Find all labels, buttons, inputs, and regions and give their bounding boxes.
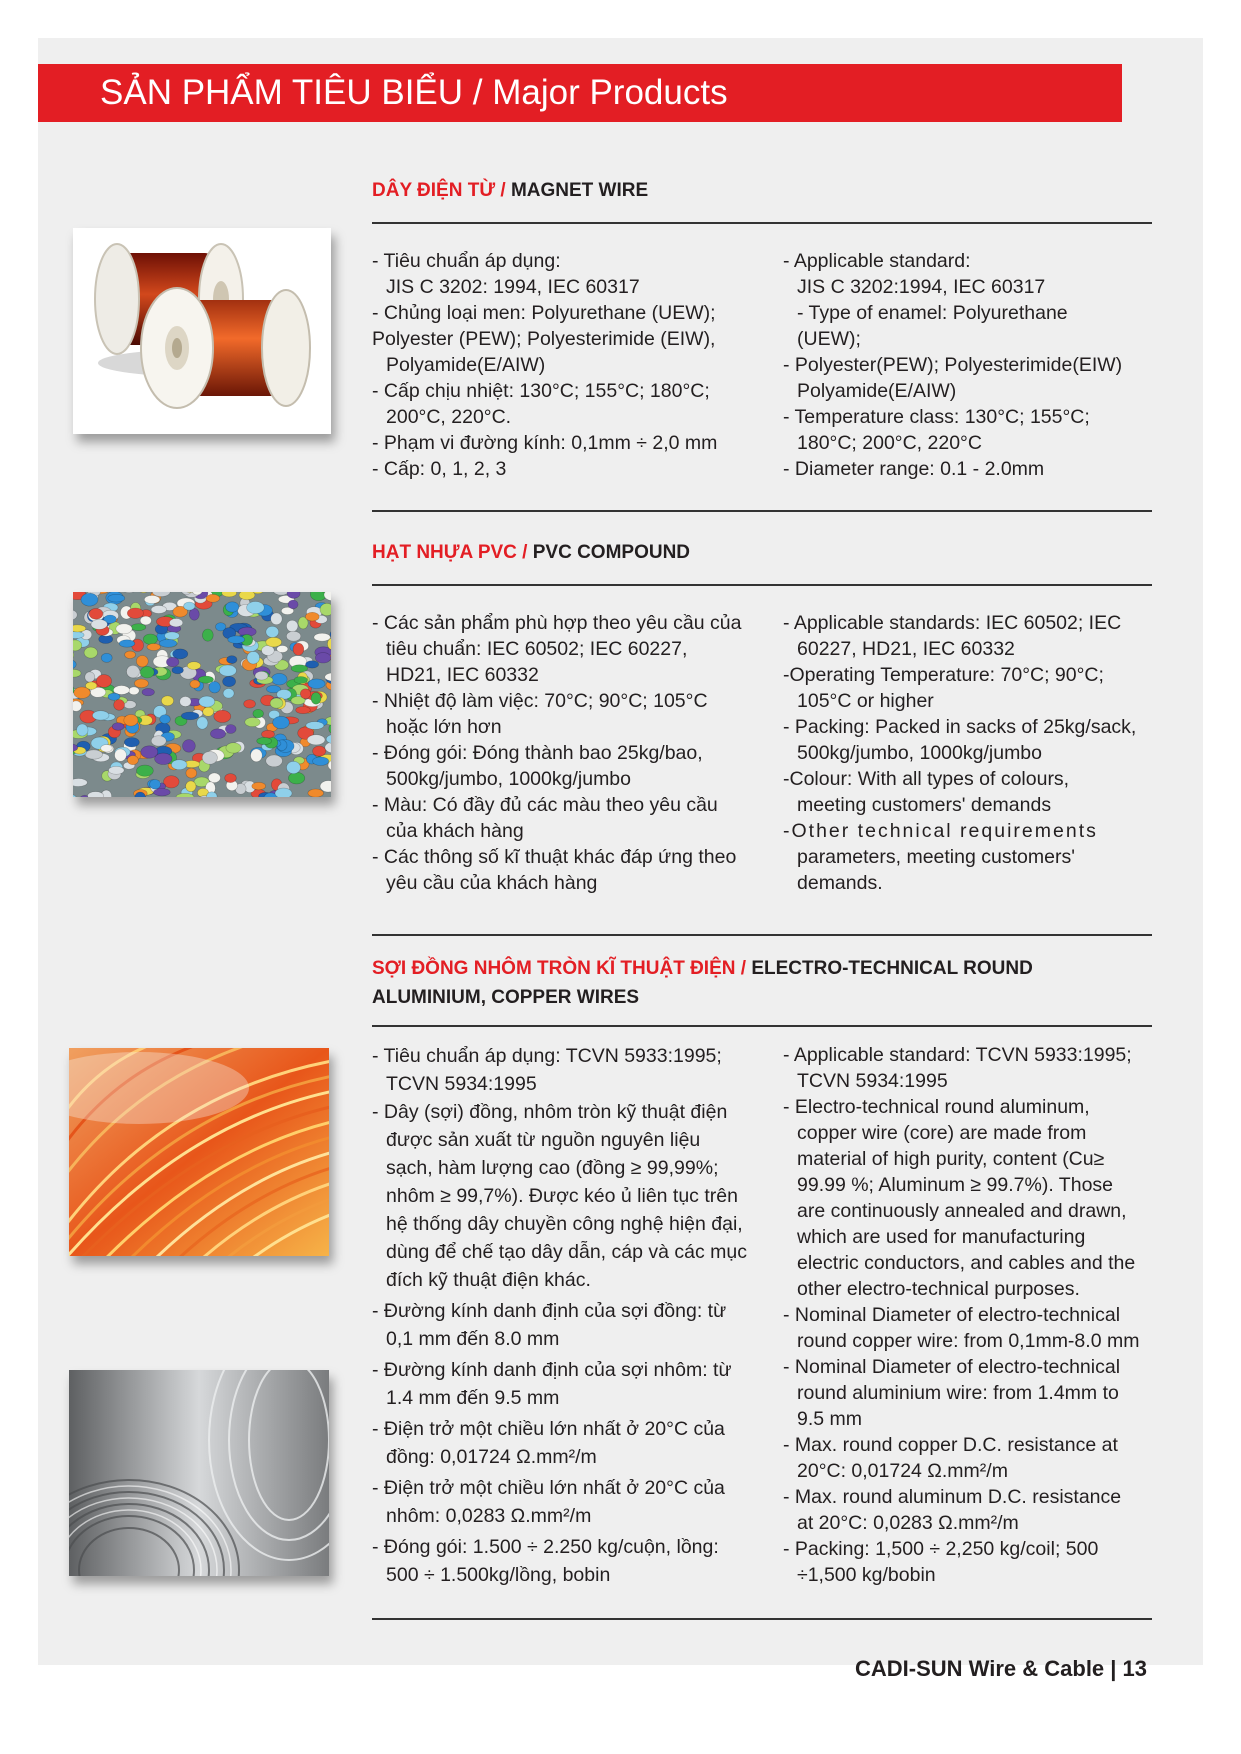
pvc-pellet (315, 653, 331, 663)
pvc-pellet (226, 602, 239, 612)
spec-line: meeting customers' demands (797, 794, 1052, 816)
spec-line: 60227, HD21, IEC 60332 (797, 638, 1015, 660)
pvc-pellet (160, 715, 171, 724)
pvc-pellet (244, 700, 256, 708)
pvc-pellet (172, 667, 183, 674)
magnet-wire-specs-en (783, 248, 1153, 482)
copper-wire-coils-photo (69, 1048, 329, 1256)
spec-line: - Đường kính danh định của sợi đồng: từ (372, 1300, 727, 1322)
pvc-pellet (251, 749, 263, 762)
spec-line: của khách hàng (386, 820, 524, 842)
spec-line: - Max. round aluminum D.C. resistance (783, 1486, 1122, 1508)
pvc-pellet (214, 710, 231, 722)
pvc-pellet (245, 718, 260, 727)
spec-line: - Temperature class: 130°C; 155°C; (783, 406, 1090, 428)
spec-line: round copper wire: from 0,1mm-8.0 mm (797, 1330, 1140, 1352)
pvc-pellet (77, 724, 88, 736)
spec-line: - Tiêu chuẩn áp dụng: TCVN 5933:1995; (372, 1045, 722, 1067)
pvc-pellet (119, 640, 135, 647)
spec-line: material of high purity, content (Cu≥ (797, 1148, 1105, 1170)
spec-line: - Applicable standards: IEC 60502; IEC (783, 612, 1122, 634)
spec-line: - Packing: Packed in sacks of 25kg/sack, (783, 716, 1137, 738)
section-title-pvc-compound (372, 538, 690, 567)
pvc-pellet (247, 651, 260, 664)
pvc-pellet (127, 608, 143, 618)
pvc-pellet (277, 646, 288, 653)
section-divider (372, 1025, 1152, 1027)
spec-line: - Đường kính danh định của sợi nhôm: từ (372, 1359, 732, 1381)
pvc-pellet (129, 687, 140, 695)
pvc-pellet (147, 644, 160, 651)
pvc-pellet (171, 760, 187, 770)
spec-line: 105°C or higher (797, 690, 934, 712)
pvc-pellet (101, 745, 113, 752)
pvc-pellet (73, 625, 86, 632)
pvc-pellet (88, 792, 104, 797)
pvc-pellet (294, 677, 307, 684)
spec-line: hoặc lớn hơn (386, 716, 502, 738)
pvc-pellet (227, 656, 237, 664)
pvc-pellet (131, 624, 146, 631)
pvc-specs-vn (372, 610, 752, 896)
section-divider (372, 584, 1152, 586)
spec-line: 500kg/jumbo, 1000kg/jumbo (386, 768, 631, 790)
pvc-pellet (305, 612, 319, 621)
pvc-pellet (151, 606, 166, 614)
pvc-pellet (92, 711, 109, 720)
spec-line: - Đóng gói: 1.500 ÷ 2.250 kg/cuộn, lồng: (372, 1536, 719, 1558)
section-title-vn: HẠT NHỰA PVC / (372, 542, 533, 563)
spec-line: - Các thông số kĩ thuật khác đáp ứng theo (372, 846, 737, 868)
pvc-pellet (198, 676, 213, 683)
pvc-pellet (108, 693, 120, 700)
pvc-pellet (154, 789, 171, 796)
section-divider (372, 934, 1152, 936)
spec-line: hệ thống dây chuyền công nghệ hiện đại, (386, 1213, 743, 1235)
wires-specs-vn (372, 1042, 755, 1589)
spec-line: - Type of enamel: Polyurethane (797, 302, 1068, 324)
pvc-pellet (202, 629, 213, 641)
pvc-pellet (73, 660, 76, 670)
pvc-pellet (108, 594, 125, 602)
pvc-pellet (275, 788, 292, 797)
pvc-pellet (180, 696, 191, 706)
spec-line: TCVN 5934:1995 (386, 1073, 537, 1095)
pvc-pellet (287, 761, 301, 773)
pvc-pellet (85, 672, 95, 682)
section-title-en-line2: ALUMINIUM, COPPER WIRES (372, 987, 640, 1008)
pvc-pellet (272, 673, 288, 685)
spec-line: - Điện trở một chiều lớn nhất ở 20°C của (372, 1418, 725, 1440)
pvc-pellet (270, 698, 283, 708)
aluminium-wire-coils-photo (69, 1370, 329, 1576)
spec-line: - Nominal Diameter of electro-technical (783, 1304, 1121, 1326)
spec-line: đồng: 0,01724 Ω.mm²/m (386, 1446, 597, 1468)
spec-line: nhôm ≥ 99,7%). Được kéo ủ liên tục trên (386, 1185, 738, 1207)
page-title-banner: SẢN PHẨM TIÊU BIỂU / Major Products (38, 64, 1122, 122)
spec-line: -Other technical requirements (783, 820, 1098, 842)
pvc-pellet (326, 735, 331, 744)
spec-line: 1.4 mm đến 9.5 mm (386, 1387, 560, 1409)
pvc-pellet (74, 687, 90, 698)
pvc-pellet (109, 766, 125, 774)
pvc-pellet (73, 701, 82, 712)
pvc-pellet (223, 676, 236, 686)
pvc-pellet (206, 594, 220, 602)
spec-line: - Diameter range: 0.1 - 2.0mm (783, 458, 1045, 480)
spec-line: electric conductors, and cables and the (797, 1252, 1136, 1274)
section-title-electro-technical-wires (372, 954, 1132, 1012)
spec-line: other electro-technical purposes. (797, 1278, 1080, 1300)
pvc-pellet (313, 757, 329, 766)
section-divider (372, 222, 1152, 224)
spec-line: 500kg/jumbo, 1000kg/jumbo (797, 742, 1042, 764)
pvc-pellets-photo (73, 592, 331, 797)
pvc-pellet (306, 661, 319, 668)
section-title-en: MAGNET WIRE (510, 180, 649, 201)
spec-line: ÷1,500 kg/bobin (797, 1564, 936, 1586)
spec-line: - Polyester(PEW); Polyesterimide(EIW) (783, 354, 1123, 376)
pvc-pellet (151, 736, 166, 746)
spec-line: 180°C; 200°C, 220°C (797, 432, 982, 454)
pvc-pellet (320, 603, 331, 615)
pvc-pellet (143, 634, 157, 644)
pvc-pellet (203, 707, 214, 716)
pvc-pellet (314, 633, 330, 641)
pvc-pellet (183, 740, 196, 753)
pvc-pellet (186, 768, 197, 778)
pvc-pellet (313, 746, 326, 756)
spec-line: - Dây (sợi) đồng, nhôm tròn kỹ thuật điện (372, 1101, 728, 1123)
pvc-pellet (291, 665, 307, 672)
pvc-pellet (81, 593, 98, 606)
spec-line: Polyamide(E/AIW) (386, 354, 546, 376)
pvc-pellet (140, 616, 151, 625)
spec-line: - Màu: Có đầy đủ các màu theo yêu cầu (372, 794, 718, 816)
spec-line: demands. (797, 872, 883, 894)
pvc-pellet (142, 688, 154, 695)
spec-line: - Cấp: 0, 1, 2, 3 (372, 458, 507, 480)
spec-line: -Operating Temperature: 70°C; 90°C; (783, 664, 1104, 686)
spec-line: 200°C, 220°C. (386, 406, 512, 428)
pvc-pellet (287, 620, 298, 632)
pvc-pellet (308, 789, 324, 797)
spec-line: - Applicable standard: (783, 250, 971, 272)
pvc-pellet (140, 666, 154, 678)
section-divider (372, 1618, 1152, 1620)
spec-line: - Đóng gói: Đóng thành bao 25kg/bao, (372, 742, 703, 764)
spec-line: which are used for manufacturing (797, 1226, 1086, 1248)
spec-line: 500 ÷ 1.500kg/lồng, bobin (386, 1564, 611, 1586)
pvc-pellet (307, 735, 325, 745)
section-title-magnet-wire (372, 176, 648, 205)
spec-line: - Nhiệt độ làm việc: 70°C; 90°C; 105°C (372, 690, 708, 712)
pvc-pellet (266, 626, 279, 637)
spec-line: - Packing: 1,500 ÷ 2,250 kg/coil; 500 (783, 1538, 1099, 1560)
pvc-pellet (124, 738, 139, 747)
pvc-pellet (311, 692, 321, 704)
spec-line: Polyamide(E/AIW) (797, 380, 957, 402)
spec-line: - Electro-technical round aluminum, (783, 1096, 1090, 1118)
magnet-wire-spools-photo (73, 228, 331, 434)
pvc-pellet (114, 700, 125, 711)
pvc-pellet (89, 608, 103, 619)
pvc-pellet (150, 780, 161, 790)
spec-line: are continuously annealed and drawn, (797, 1200, 1127, 1222)
pvc-pellet (239, 592, 255, 600)
pvc-pellet (136, 656, 148, 667)
pvc-specs-en (783, 610, 1153, 896)
pvc-pellet (137, 592, 151, 593)
pvc-pellet (266, 637, 282, 647)
pvc-pellet (137, 765, 154, 776)
pvc-pellet (210, 729, 225, 739)
pvc-pellet (197, 717, 208, 729)
pvc-pellet (125, 651, 136, 658)
pvc-pellet (226, 743, 241, 753)
pvc-pellet (296, 707, 311, 714)
pvc-pellet (134, 679, 148, 688)
spec-line: dùng để chế tạo dây dẫn, cáp và các mục (386, 1241, 747, 1263)
spec-line: - Nominal Diameter of electro-technical (783, 1356, 1121, 1378)
pvc-pellet (271, 613, 282, 625)
pvc-pellet (165, 632, 180, 640)
pvc-pellet (161, 696, 173, 706)
pvc-pellet (184, 602, 195, 610)
pvc-pellet (209, 682, 220, 693)
pvc-pellet (101, 653, 112, 662)
pvc-pellet (324, 592, 331, 601)
pvc-pellet (155, 753, 172, 764)
pvc-pellet (112, 723, 124, 731)
spec-line: 99.99 %; Aluminum ≥ 99.7%). Those (797, 1174, 1114, 1196)
spec-line: - Cấp chịu nhiệt: 130°C; 155°C; 180°C; (372, 380, 710, 402)
pvc-pellet (293, 643, 304, 655)
spec-line: - Phạm vi đường kính: 0,1mm ÷ 2,0 mm (372, 432, 718, 454)
wires-specs-en (783, 1042, 1153, 1588)
spec-line: JIS C 3202: 1994, IEC 60317 (386, 276, 640, 298)
pvc-pellet (219, 665, 236, 676)
pvc-pellet (127, 665, 140, 678)
pvc-pellet (127, 756, 138, 765)
section-title-vn: SỢI ĐỒNG NHÔM TRÒN KĨ THUẬT ĐIỆN / (372, 958, 752, 979)
spec-line: 0,1 mm đến 8.0 mm (386, 1328, 560, 1350)
spec-line: at 20°C: 0,0283 Ω.mm²/m (797, 1512, 1019, 1534)
section-divider (372, 510, 1152, 512)
pvc-pellet (273, 716, 290, 728)
pvc-pellet (159, 639, 177, 647)
pvc-pellet (116, 624, 132, 634)
pvc-pellet (325, 673, 331, 681)
pvc-pellet (91, 619, 107, 629)
pvc-pellet (288, 772, 304, 784)
pvc-pellet (223, 689, 234, 699)
pvc-pellet (73, 669, 81, 677)
pvc-pellet (199, 696, 215, 707)
pvc-pellet (73, 795, 77, 797)
pvc-pellet (122, 592, 137, 593)
pvc-pellet (308, 679, 325, 689)
spec-line: - Applicable standard: TCVN 5933:1995; (783, 1044, 1132, 1066)
pvc-pellet (169, 619, 182, 627)
spec-line: -Colour: With all types of colours, (783, 768, 1070, 790)
spec-line: (UEW); (797, 328, 861, 350)
pvc-pellet (187, 662, 200, 670)
pvc-pellet (202, 751, 217, 764)
pvc-pellet (124, 715, 138, 727)
pvc-pellet (247, 602, 265, 614)
spec-line: 20°C: 0,01724 Ω.mm²/m (797, 1460, 1008, 1482)
pvc-pellet (222, 592, 237, 597)
section-title-en: PVC COMPOUND (532, 542, 691, 563)
pvc-pellet (190, 680, 200, 688)
pvc-pellet (300, 689, 310, 699)
spec-line: parameters, meeting customers' (797, 846, 1075, 868)
pvc-pellet (288, 600, 298, 609)
spec-line: yêu cầu của khách hàng (386, 872, 598, 894)
pvc-pellet (262, 730, 275, 738)
pvc-pellet (225, 774, 237, 783)
pvc-pellet (266, 755, 283, 767)
spec-line: tiêu chuẩn: IEC 60502; IEC 60227, (386, 638, 688, 660)
spec-line: - Điện trở một chiều lớn nhất ở 20°C của (372, 1477, 725, 1499)
spec-line: - Chủng loại men: Polyurethane (UEW); (372, 302, 716, 324)
pvc-pellet (84, 647, 97, 658)
spec-line: nhôm: 0,0283 Ω.mm²/m (386, 1505, 592, 1527)
pvc-pellet (166, 657, 179, 667)
pvc-pellet (253, 709, 264, 718)
spec-line: sạch, hàm lượng cao (đồng ≥ 99,99%; (386, 1157, 719, 1179)
pvc-pellet (73, 779, 87, 787)
pvc-pellet (228, 636, 245, 644)
spec-line: - Các sản phẩm phù hợp theo yêu cầu của (372, 612, 742, 634)
spec-line: được sản xuất từ nguồn nguyên liệu (386, 1129, 701, 1151)
magnet-wire-specs-vn (372, 248, 752, 482)
pvc-pellet (186, 781, 196, 792)
pvc-pellet (96, 675, 111, 688)
spec-line: - Max. round copper D.C. resistance at (783, 1434, 1118, 1456)
pvc-pellet (252, 782, 266, 790)
spec-line: 9.5 mm (797, 1408, 863, 1430)
pvc-pellet (257, 737, 272, 744)
spec-line: TCVN 5934:1995 (797, 1070, 948, 1092)
spec-line: JIS C 3202:1994, IEC 60317 (797, 276, 1046, 298)
pvc-pellet (225, 725, 236, 734)
page-footer: CADI-SUN Wire & Cable | 13 (855, 1656, 1148, 1681)
spec-line: copper wire (core) are made from (797, 1122, 1087, 1144)
spec-line: Polyester (PEW); Polyesterimide (EIW), (372, 328, 716, 350)
pvc-pellet (181, 712, 199, 720)
spec-line: round aluminium wire: from 1.4mm to (797, 1382, 1119, 1404)
spec-line: - Tiêu chuẩn áp dụng: (372, 250, 561, 272)
pvc-pellet (286, 631, 300, 641)
pvc-pellet (208, 773, 220, 783)
section-title-vn: DÂY ĐIỆN TỪ / (372, 180, 511, 201)
pvc-pellet (73, 610, 77, 620)
pvc-pellet (306, 722, 324, 730)
section-title-en: ELECTRO-TECHNICAL ROUND (751, 958, 1033, 979)
pvc-pellet (255, 671, 268, 680)
pvc-pellet (115, 749, 127, 761)
pvc-pellet (144, 595, 160, 603)
spec-line: đích kỹ thuật điện khác. (386, 1269, 591, 1291)
spec-line: HD21, IEC 60332 (386, 664, 539, 686)
